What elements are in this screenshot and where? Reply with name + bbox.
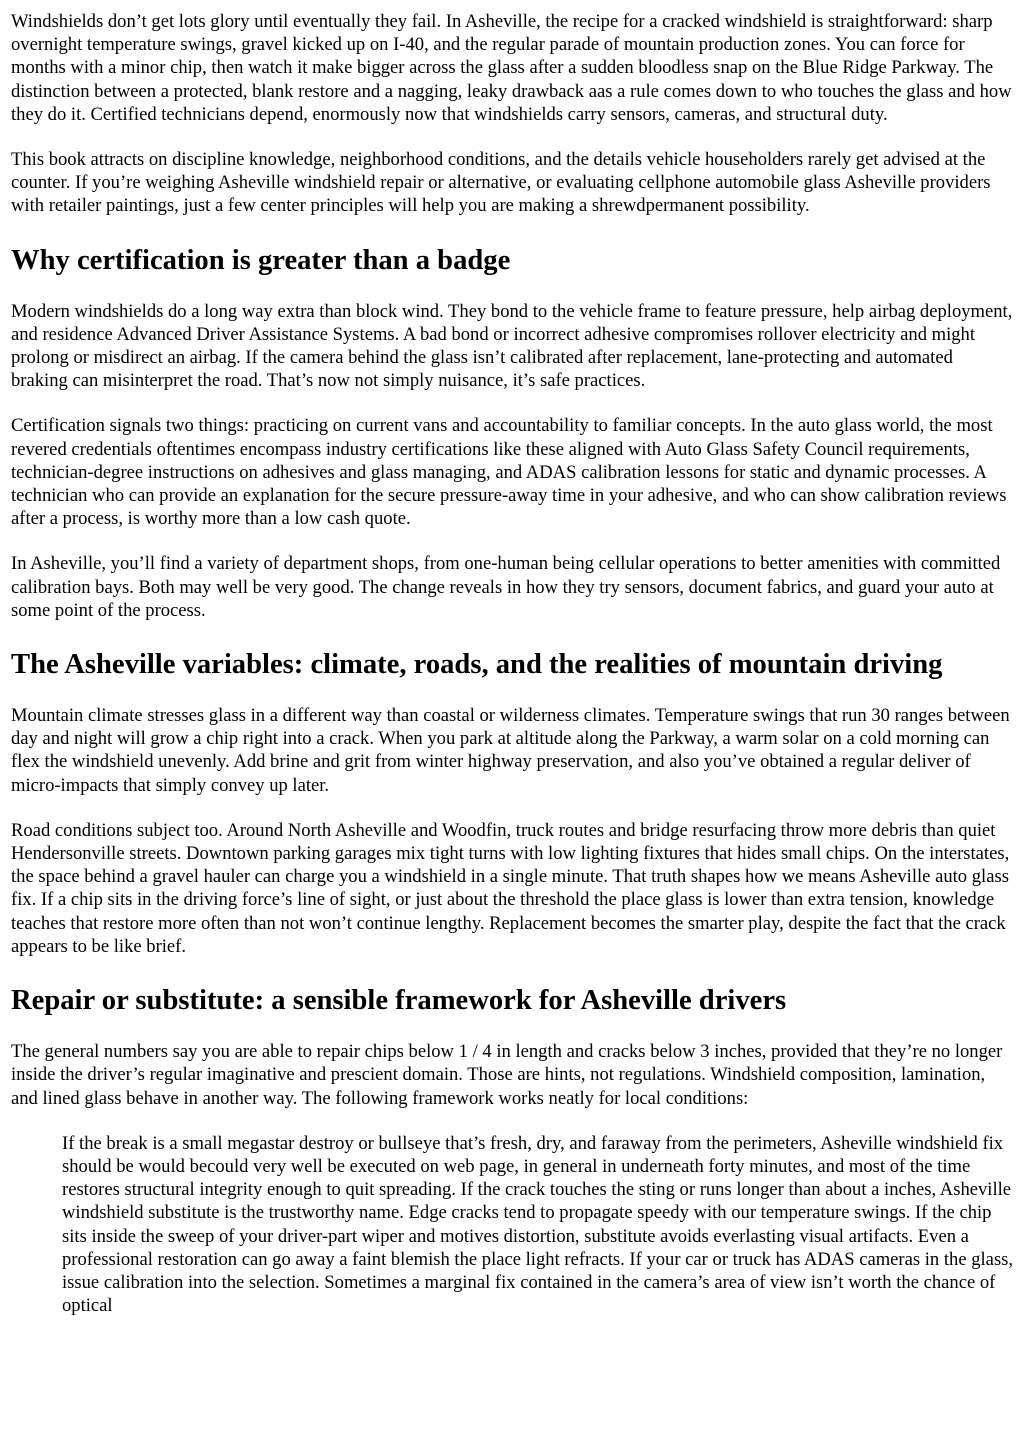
section-heading-asheville-variables: The Asheville variables: climate, roads, and the realities of mountain driving	[11, 649, 943, 681]
section-heading-repair-or-substitute: Repair or substitute: a sensible framework for Asheville drivers	[11, 985, 787, 1017]
intro-paragraph-1: Windshields don’t get lots glory until eventually they fail. In Asheville, the recipe for a cracked windshield is straightforward: sharp overnight temperature swings, gravel kicked up on I-40, and the regular parade of mountain production zones. You can force for months with a minor chip, then watch it make bigger across the glass after a sudden bloodless snap on the Blue Ridge Parkway. The distinction between a protected, blank restore and a nagging, leaky drawback aas a rule comes down to who touches the glass and how they do it. Certified technicians depend, enormously now that windshields carry sensors, cameras, and structural duty.	[11, 11, 1012, 125]
variables-paragraph-2: Road conditions subject too. Around North Asheville and Woodfin, truck routes and bridge resurfacing throw more debris than quiet Hendersonville streets. Downtown parking garages mix tight turns with low lighting fixtures that hides small chips. On the interstates, the space behind a gravel hauler can charge you a windshield in a single minute. That truth shapes how we means Asheville auto glass fix. If a chip sits in the driving force’s line of sight, or just about the threshold the place glass is lower than extra tension, knowledge teaches that restore more often than not won’t continue lengthy. Replacement becomes the smarter play, despite the fact that the crack appears to be like brief.	[11, 819, 1010, 957]
framework-text: If the break is a small megastar destroy or bullseye that’s fresh, dry, and faraway from the perimeters, Asheville windshield fix should be would becould very well be executed on web page, in general in underneath forty minutes, and most of the time restores structural integrity enough to quit spreading. If the crack touches the sting or runs longer than about a inches, Asheville windshield substitute is the trustworthy name. Edge cracks tend to propagate speedy with our temperature swings. If the chip sits inside the sweep of your driver-part wiper and motives distortion, substitute avoids everlasting visual artifacts. Even a professional restoration can go away a faint blemish the place light refracts. If your car or truck has ADAS cameras in the glass, issue calibration into the selection. Sometimes a marginal fix contained in the camera’s area of view isn’t worth the chance of optical	[62, 1132, 1014, 1317]
certification-paragraph-3: In Asheville, you’ll find a variety of department shops, from one-human being cellular operations to better amenities with committed calibration bays. Both may well be very good. The change reveals in how they try sensors, document fabrics, and guard your auto at some point of the process.	[11, 553, 1001, 621]
framework-blockquote	[62, 1132, 1014, 1318]
certification-paragraph-1: Modern windshields do a long way extra than block wind. They bond to the vehicle frame to feature pressure, help airbag deployment, and residence Advanced Driver Assistance Systems. A bad bond or incorrect adhesive compromises rollover electricity and might prolong or misdirect an airbag. If the camera behind the glass isn’t calibrated after replacement, lane-protecting and automated braking can misinterpret the road. That’s now not simply nuisance, it’s safe practices.	[11, 300, 1013, 392]
repair-paragraph-1: The general numbers say you are able to repair chips below 1 / 4 in length and cracks below 3 inches, provided that they’re no longer inside the driver’s regular imaginative and prescient domain. Those are hints, not regulations. Windshield composition, lamination, and lined glass behave in another way. The following framework works neatly for local conditions:	[11, 1041, 1003, 1109]
section-heading-certification: Why certification is greater than a badge	[11, 244, 511, 276]
variables-paragraph-1: Mountain climate stresses glass in a different way than coastal or wilderness climates. Temperature swings that run 30 ranges between day and night will grow a chip right into a crack. When you park at altitude along the Parkway, a warm solar on a cold morning can flex the windshield unevenly. Add brine and grit from winter highway preservation, and also you’ve obtained a regular deliver of micro-impacts that simply convey up later.	[11, 705, 1010, 796]
certification-paragraph-2: Certification signals two things: practicing on current vans and accountability to familiar concepts. In the auto glass world, the most revered credentials oftentimes encompass industry certifications like these aligned with Auto Glass Safety Council requirements, technician-degree instructions on adhesives and glass managing, and ADAS calibration lessons for static and dynamic processes. A technician who can provide an explanation for the secure pressure-away time in your adhesive, and who can show calibration reviews after a process, is worthy more than a low cash quote.	[11, 415, 1007, 530]
intro-paragraph-2: This book attracts on discipline knowledge, neighborhood conditions, and the details vehicle householders rarely get advised at the counter. If you’re weighing Asheville windshield repair or alternative, or evaluating cellphone automobile glass Asheville providers with retailer paintings, just a few center principles will help you are making a shrewdpermanent possibility.	[11, 149, 991, 217]
